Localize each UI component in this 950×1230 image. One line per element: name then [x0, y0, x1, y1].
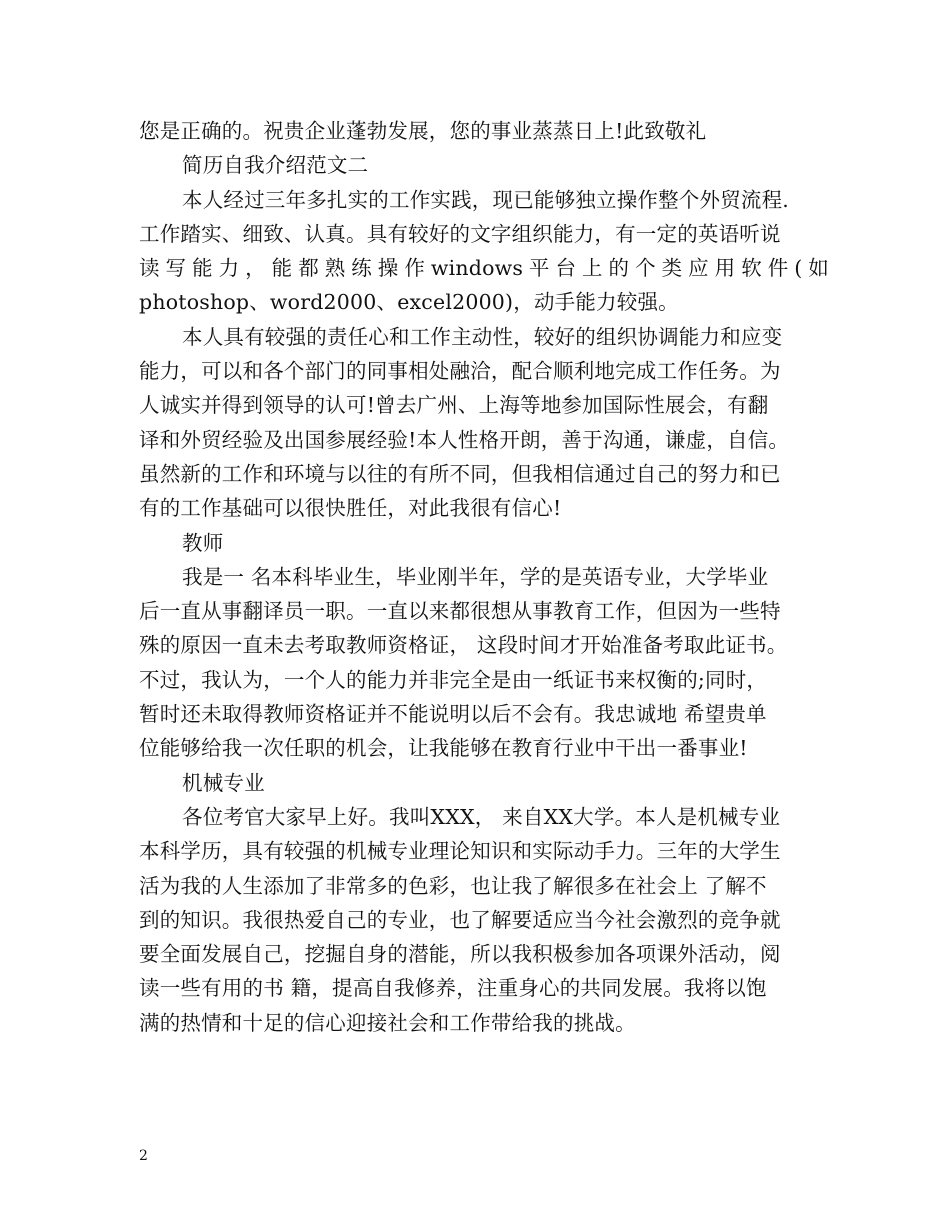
text-line: 人诚实并得到领导的认可!曾去广州、上海等地参加国际性展会，有翻 — [139, 393, 769, 418]
text-line: 后一直从事翻译员一职。一直以来都很想从事教育工作，但因为一些特 — [139, 599, 781, 624]
text-line: photoshop、word2000、excel2000)，动手能力较强。 — [139, 290, 679, 315]
text-line: 殊的原因一直未去考取教师资格证， 这段时间才开始准备考取此证书。 — [139, 633, 788, 658]
text-line: 虽然新的工作和环境与以往的有所不同，但我相信通过自己的努力和已 — [139, 461, 781, 486]
section-heading: 简历自我介绍范文二 — [182, 153, 369, 178]
text-line: 活为我的人生添加了非常多的色彩，也让我了解很多在社会上 了解不 — [139, 873, 767, 898]
text-line: 本科学历，具有较强的机械专业理论知识和实际动手力。三年的大学生 — [139, 839, 781, 864]
text-line: 工作踏实、细致、认真。具有较好的文字组织能力，有一定的英语听说 — [139, 221, 781, 246]
text-line: 能力，可以和各个部门的同事相处融洽，配合顺利地完成工作任务。为 — [139, 359, 781, 384]
text-line: 读一些有用的书 籍，提高自我修养，注重身心的共同发展。我将以饱 — [139, 976, 767, 1001]
text-line: 译和外贸经验及出国参展经验!本人性格开朗，善于沟通，谦虚，自信。 — [139, 427, 790, 452]
text-line: 各位考官大家早上好。我叫XXX， 来自XX大学。本人是机械专业 — [182, 804, 781, 829]
page-number: 2 — [139, 1148, 148, 1164]
text-line: 满的热情和十足的信心迎接社会和工作带给我的挑战。 — [139, 1010, 636, 1035]
text-line: 我是一 名本科毕业生，毕业刚半年，学的是英语专业，大学毕业 — [182, 564, 769, 589]
text-line: 有的工作基础可以很快胜任，对此我很有信心! — [139, 496, 562, 521]
text-line: 您是正确的。祝贵企业蓬勃发展，您的事业蒸蒸日上!此致敬礼 — [139, 119, 707, 143]
text-line: 暂时还未取得教师资格证并不能说明以后不会有。我忠诚地 希望贵单 — [139, 702, 767, 727]
text-line: 位能够给我一次任职的机会，让我能够在教育行业中干出一番事业! — [139, 736, 748, 761]
text-line: 本人具有较强的责任心和工作主动性，较好的组织协调能力和应变 — [182, 324, 783, 349]
text-line: 本人经过三年多扎实的工作实践，现已能够独立操作整个外贸流程. — [182, 187, 790, 212]
text-line: 要全面发展自己，挖掘自身的潜能，所以我积极参加各项课外活动，阅 — [139, 942, 781, 967]
text-line: 读写能力，能都熟练操作windows平台上的个类应用软件(如 — [139, 256, 829, 281]
section-heading: 机械专业 — [182, 770, 265, 795]
document-body — [139, 114, 829, 1040]
section-heading: 教师 — [182, 530, 224, 555]
text-line: 不过，我认为，一个人的能力并非完全是由一纸证书来权衡的;同时， — [139, 667, 768, 692]
text-line: 到的知识。我很热爱自己的专业，也了解要适应当今社会激烈的竞争就 — [139, 907, 781, 932]
